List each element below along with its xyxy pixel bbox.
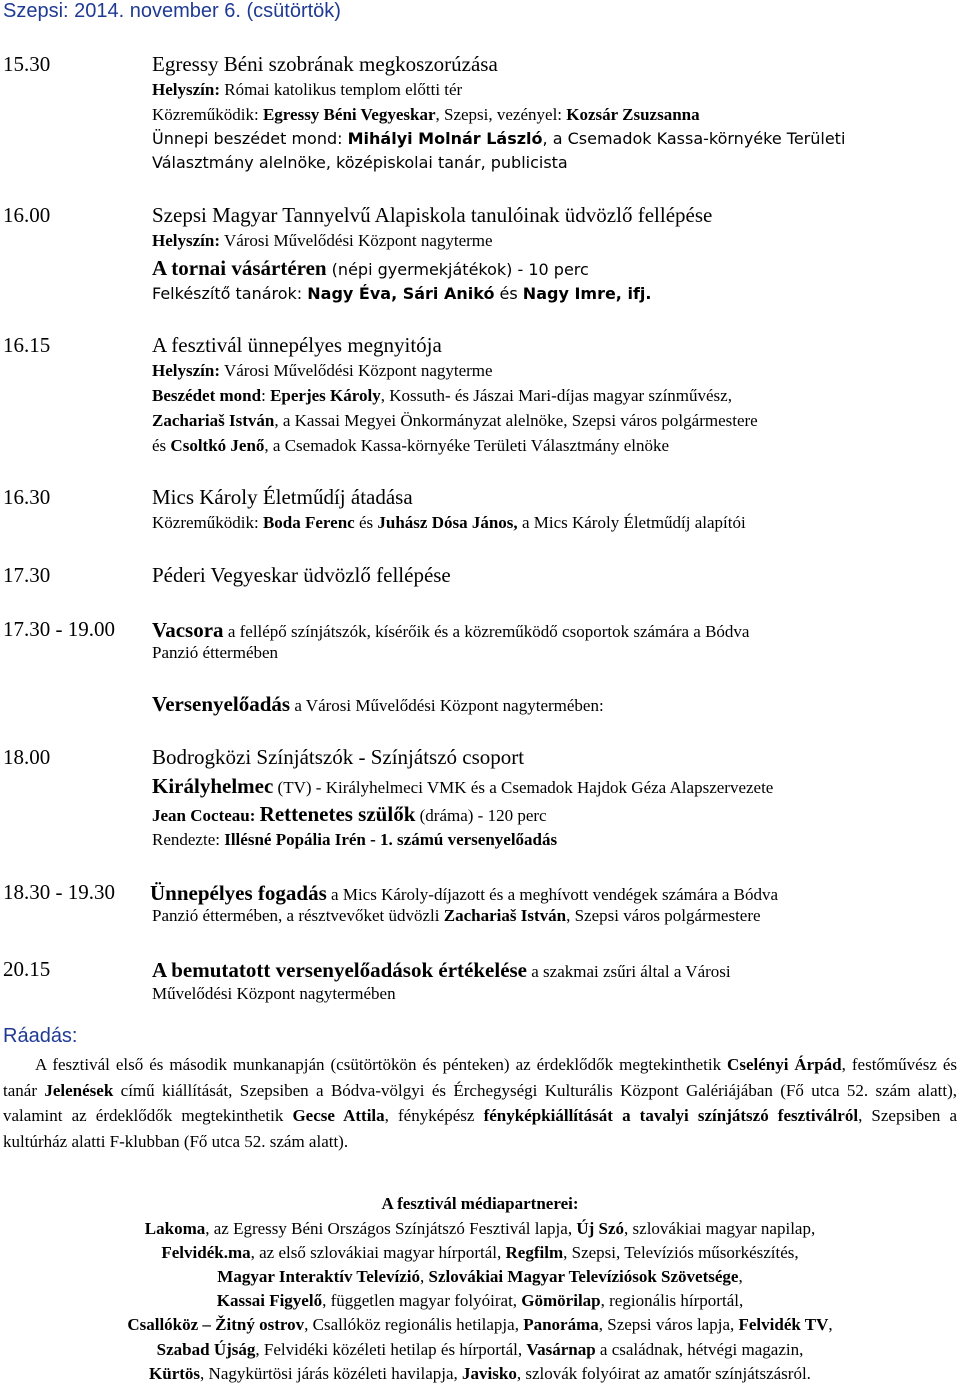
media-partner-name: Szabad Újság xyxy=(156,1340,256,1359)
media-partner-desc: , Szepsi, Televíziós műsorkészítés, xyxy=(563,1243,799,1262)
event-director: Rendezte: Illésné Popália Irén - 1. számú versenyelőadás xyxy=(152,830,558,849)
media-partner-desc: , szlovák folyóirat az amatőr színjátszásról. xyxy=(516,1364,811,1383)
event-time: 18.30 - 19.30 xyxy=(3,880,115,904)
event-title: Péderi Vegyeskar üdvözlő fellépése xyxy=(152,563,451,587)
media-partner-desc: a családnak, hétvégi magazin, xyxy=(595,1340,804,1359)
event-location: Helyszín: Városi Művelődési Központ nagyterme xyxy=(152,231,493,250)
media-partner-name: Magyar Interaktív Televízió xyxy=(217,1267,421,1286)
media-partner-desc: , az első szlovákiai magyar hírportál, xyxy=(250,1243,506,1262)
event-location: Helyszín: Városi Művelődési Központ nagyterme xyxy=(152,361,493,380)
media-partner-desc: , Csallóköz regionális hetilapja, xyxy=(304,1315,524,1334)
media-line xyxy=(0,1340,960,1360)
media-partner-name: Vasárnap xyxy=(526,1340,596,1359)
event-speaker: Ünnepi beszédet mond: Mihályi Molnár László, a Csemadok Kassa-környéke Területi xyxy=(152,129,846,148)
event-time: 18.00 xyxy=(3,745,51,769)
event-time: 17.30 - 19.00 xyxy=(3,617,115,641)
event-title: Bodrogközi Színjátszók - Színjátszó csoport xyxy=(152,745,525,769)
media-partner-desc: , regionális hírportál, xyxy=(600,1291,744,1310)
event-group: Királyhelmec (TV) - Királyhelmeci VMK és a Csemadok Hajdok Géza Alapszervezete xyxy=(152,774,774,798)
media-partner-desc: , xyxy=(420,1267,429,1286)
media-line xyxy=(0,1243,960,1263)
media-partner-desc: , szlovákiai magyar napilap, xyxy=(624,1219,816,1238)
media-line xyxy=(0,1219,960,1239)
media-partner-desc: , független magyar folyóirat, xyxy=(322,1291,522,1310)
media-partner-name: Felvidék TV xyxy=(738,1315,829,1334)
event-speakers-3: és Csoltkó Jenő, a Csemadok Kassa-környéke Területi Választmány elnöke xyxy=(152,436,670,455)
event-time: 15.30 xyxy=(3,52,51,76)
media-partner-name: Gömörilap xyxy=(521,1291,601,1310)
page-header: Szepsi: 2014. november 6. (csütörtök) xyxy=(3,0,341,22)
event-teachers: Felkészítő tanárok: Nagy Éva, Sári Anikó és Nagy Imre, ifj. xyxy=(152,284,652,303)
media-partner-name: Javisko xyxy=(462,1364,517,1383)
event-title: Vacsora a fellépő színjátszók, kísérőik és a közreműködő csoportok számára a Bódva xyxy=(152,618,750,642)
media-partner-name: Kürtös xyxy=(149,1364,201,1383)
event-speakers-2: Zachariaš István, a Kassai Megyei Önkormányzat alelnöke, Szepsi város polgármestere xyxy=(152,411,758,430)
event-location: Helyszín: Római katolikus templom előtti tér xyxy=(152,80,463,99)
event-time: 16.15 xyxy=(3,333,51,357)
media-line xyxy=(0,1315,960,1335)
bonus-paragraph: A fesztivál első és második munkanapján (csütörtökön és pénteken) az érdeklődők megtekinthetik Cselényi Árpád, festőművész és tanár Jelenések című kiállítását, Szepsiben a Bódva-völgyi és Érchegységi Kulturális Központ Galériájában (Fő utca 52. szám alatt), valamint az érdeklődők megtekinthetik Gecse Attila, fényképész fényképkiállítását a tavalyi színjátszó fesztiválról, Szepsiben a kultúrház alatti F-klubban (Fő utca 52. szám alatt). xyxy=(3,1055,957,1151)
event-title: Egressy Béni szobrának megkoszorúzása xyxy=(152,52,498,76)
event-title: A bemutatott versenyelőadások értékelése a szakmai zsűri által a Városi xyxy=(152,958,731,982)
event-title-cont: Panzió éttermében xyxy=(152,643,279,662)
media-partner-desc: , Szepsi város lapja, xyxy=(598,1315,739,1334)
event-contributors: Közreműködik: Boda Ferenc és Juhász Dósa János, a Mics Károly Életműdíj alapítói xyxy=(152,513,746,532)
event-title: Szepsi Magyar Tannyelvű Alapiskola tanulóinak üdvözlő fellépése xyxy=(152,203,713,227)
event-time: 20.15 xyxy=(3,957,51,981)
media-line xyxy=(0,1364,960,1384)
media-partner-desc: , xyxy=(828,1315,833,1334)
media-line xyxy=(0,1291,960,1311)
media-partner-name: Panoráma xyxy=(523,1315,599,1334)
event-title-cont: Panzió éttermében, a résztvevőket üdvözli Zachariaš István, Szepsi város polgármestere xyxy=(152,906,761,925)
event-speakers: Beszédet mond: Eperjes Károly, Kossuth- és Jászai Mari-díjas magyar színművész, xyxy=(152,386,732,405)
media-partner-desc: , Nagykürtösi járás közéleti havilapja, xyxy=(200,1364,463,1383)
event-title: Mics Károly Életműdíj átadása xyxy=(152,485,413,509)
event-time: 17.30 xyxy=(3,563,51,587)
media-partner-name: Regfilm xyxy=(505,1243,564,1262)
media-partner-name: Lakoma xyxy=(144,1219,206,1238)
event-title: Ünnepélyes fogadás a Mics Károly-díjazott és a meghívott vendégek számára a Bódva xyxy=(150,881,779,905)
event-title-cont: Művelődési Központ nagytermében xyxy=(152,984,396,1003)
media-heading: A fesztivál médiapartnerei: xyxy=(381,1194,579,1213)
media-partner-name: Felvidék.ma xyxy=(161,1243,251,1262)
bonus-heading: Ráadás: xyxy=(3,1025,78,1047)
event-time: 16.30 xyxy=(3,485,51,509)
media-partner-desc: , xyxy=(738,1267,743,1286)
event-title: A fesztivál ünnepélyes megnyitója xyxy=(152,333,442,357)
competition-heading: Versenyelőadás a Városi Művelődési Központ nagytermében: xyxy=(152,692,604,716)
media-partner-name: Új Szó xyxy=(576,1219,625,1238)
event-speaker-cont: Választmány alelnöke, középiskolai tanár, publicista xyxy=(152,153,568,172)
event-place: A tornai vásártéren (népi gyermekjátékok) - 10 perc xyxy=(152,256,589,280)
event-contributors: Közreműködik: Egressy Béni Vegyeskar, Szepsi, vezényel: Kozsár Zsuzsanna xyxy=(152,105,700,124)
media-partner-name: Kassai Figyelő xyxy=(216,1291,323,1310)
media-partner-name: Csallóköz – Žitný ostrov xyxy=(127,1315,305,1334)
media-partner-desc: , Felvidéki közéleti hetilap és hírportál, xyxy=(255,1340,527,1359)
event-play: Jean Cocteau: Rettenetes szülők (dráma) - 120 perc xyxy=(152,802,547,826)
media-partner-desc: , az Egressy Béni Országos Színjátszó Fesztivál lapja, xyxy=(205,1219,577,1238)
media-line xyxy=(0,1267,960,1287)
event-time: 16.00 xyxy=(3,203,51,227)
media-partner-name: Szlovákiai Magyar Televíziósok Szövetsége xyxy=(428,1267,739,1286)
